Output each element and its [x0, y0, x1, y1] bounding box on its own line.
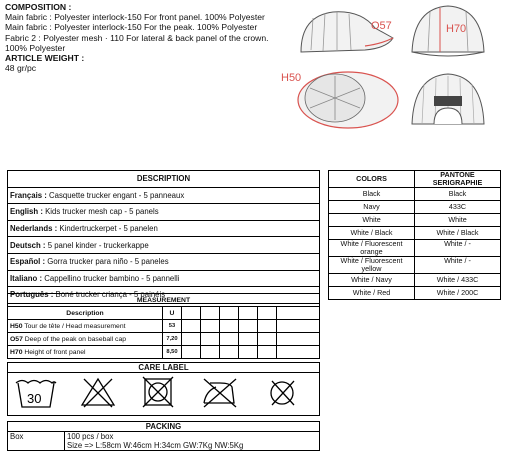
color-row: White / Black White / Black — [329, 227, 501, 240]
composition-heading: COMPOSITION : — [5, 2, 72, 12]
packing-table — [7, 421, 320, 451]
cap-under-view-icon — [290, 68, 400, 130]
cap-back-view-icon — [408, 70, 488, 130]
color-row: White / Navy White / 433C — [329, 274, 501, 287]
description-header: DESCRIPTION — [8, 171, 320, 188]
no-dry-clean-icon — [271, 381, 294, 405]
wash-30-icon — [16, 381, 56, 408]
care-label-header: CARE LABEL — [8, 363, 320, 373]
care-icons — [10, 373, 315, 413]
color-row: White / Red White / 200C — [329, 287, 501, 300]
measurement-header: MEASUREMENT — [8, 294, 320, 307]
composition-block — [5, 2, 275, 73]
measurement-row: H70 Height of front panel 8,50 — [8, 346, 320, 359]
packing-label: Box — [8, 432, 65, 451]
weight-heading: ARTICLE WEIGHT : — [5, 53, 85, 64]
color-row: White / Fluorescent orange White / - — [329, 240, 501, 257]
measurement-col-u: U — [163, 307, 182, 320]
pantone-header: PANTONE SERIGRAPHIE — [415, 171, 501, 188]
no-tumble-dry-icon — [143, 377, 173, 407]
color-row: Black Black — [329, 188, 501, 201]
packing-line: 100 pcs / box — [67, 432, 114, 441]
description-row: Deutsch : 5 panel kinder - truckerkappe — [8, 237, 320, 254]
composition-line: Fabric 2 : Polyester mesh · 110 For lateral & back panel of the crown. 100% Polyester — [5, 32, 269, 53]
measurement-col-description: Description — [8, 307, 163, 320]
composition-line: Main fabric : Polyester interlock-150 For the peak. 100% Polyester — [5, 22, 258, 33]
color-row: White / Fluorescent yellow White / - — [329, 257, 501, 274]
description-table — [7, 170, 320, 304]
label-o57: O57 — [371, 20, 392, 32]
measurement-table — [7, 293, 320, 359]
packing-header: PACKING — [8, 422, 320, 432]
colors-header: COLORS — [329, 171, 415, 188]
description-row: Italiano : Cappellino trucker bambino - 5 pannelli — [8, 270, 320, 287]
description-row: Español : Gorra trucker para niño - 5 paneles — [8, 253, 320, 270]
label-h70: H70 — [446, 23, 467, 35]
cap-side-view-icon — [283, 4, 403, 64]
svg-text:30: 30 — [27, 391, 42, 406]
packing-line: Size => L:58cm W:46cm H:34cm GW:7Kg NW:5Kg — [67, 441, 244, 450]
care-label-table — [7, 362, 320, 416]
measurement-row: O57 Deep of the peak on baseball cap 7,20 — [8, 333, 320, 346]
description-row: Português : Boné trucker criança - 5 painéis — [8, 287, 320, 304]
measurement-row: H50 Tour de tête / Head measurement 53 — [8, 320, 320, 333]
color-row: White White — [329, 214, 501, 227]
weight-value: 48 gr/pc — [5, 63, 37, 74]
label-h50: H50 — [281, 72, 302, 84]
description-row: Français : Casquette trucker engant - 5 panneaux — [8, 187, 320, 204]
colors-table — [328, 170, 501, 300]
description-row: English : Kids trucker mesh cap - 5 panels — [8, 204, 320, 221]
no-iron-icon — [204, 379, 236, 407]
no-bleach-icon — [82, 379, 114, 407]
color-row: Navy 433C — [329, 201, 501, 214]
composition-line: Main fabric : Polyester interlock-150 For front panel. 100% Polyester — [5, 12, 265, 23]
description-row: Nederlands : Kindertruckerpet - 5 panelen — [8, 220, 320, 237]
